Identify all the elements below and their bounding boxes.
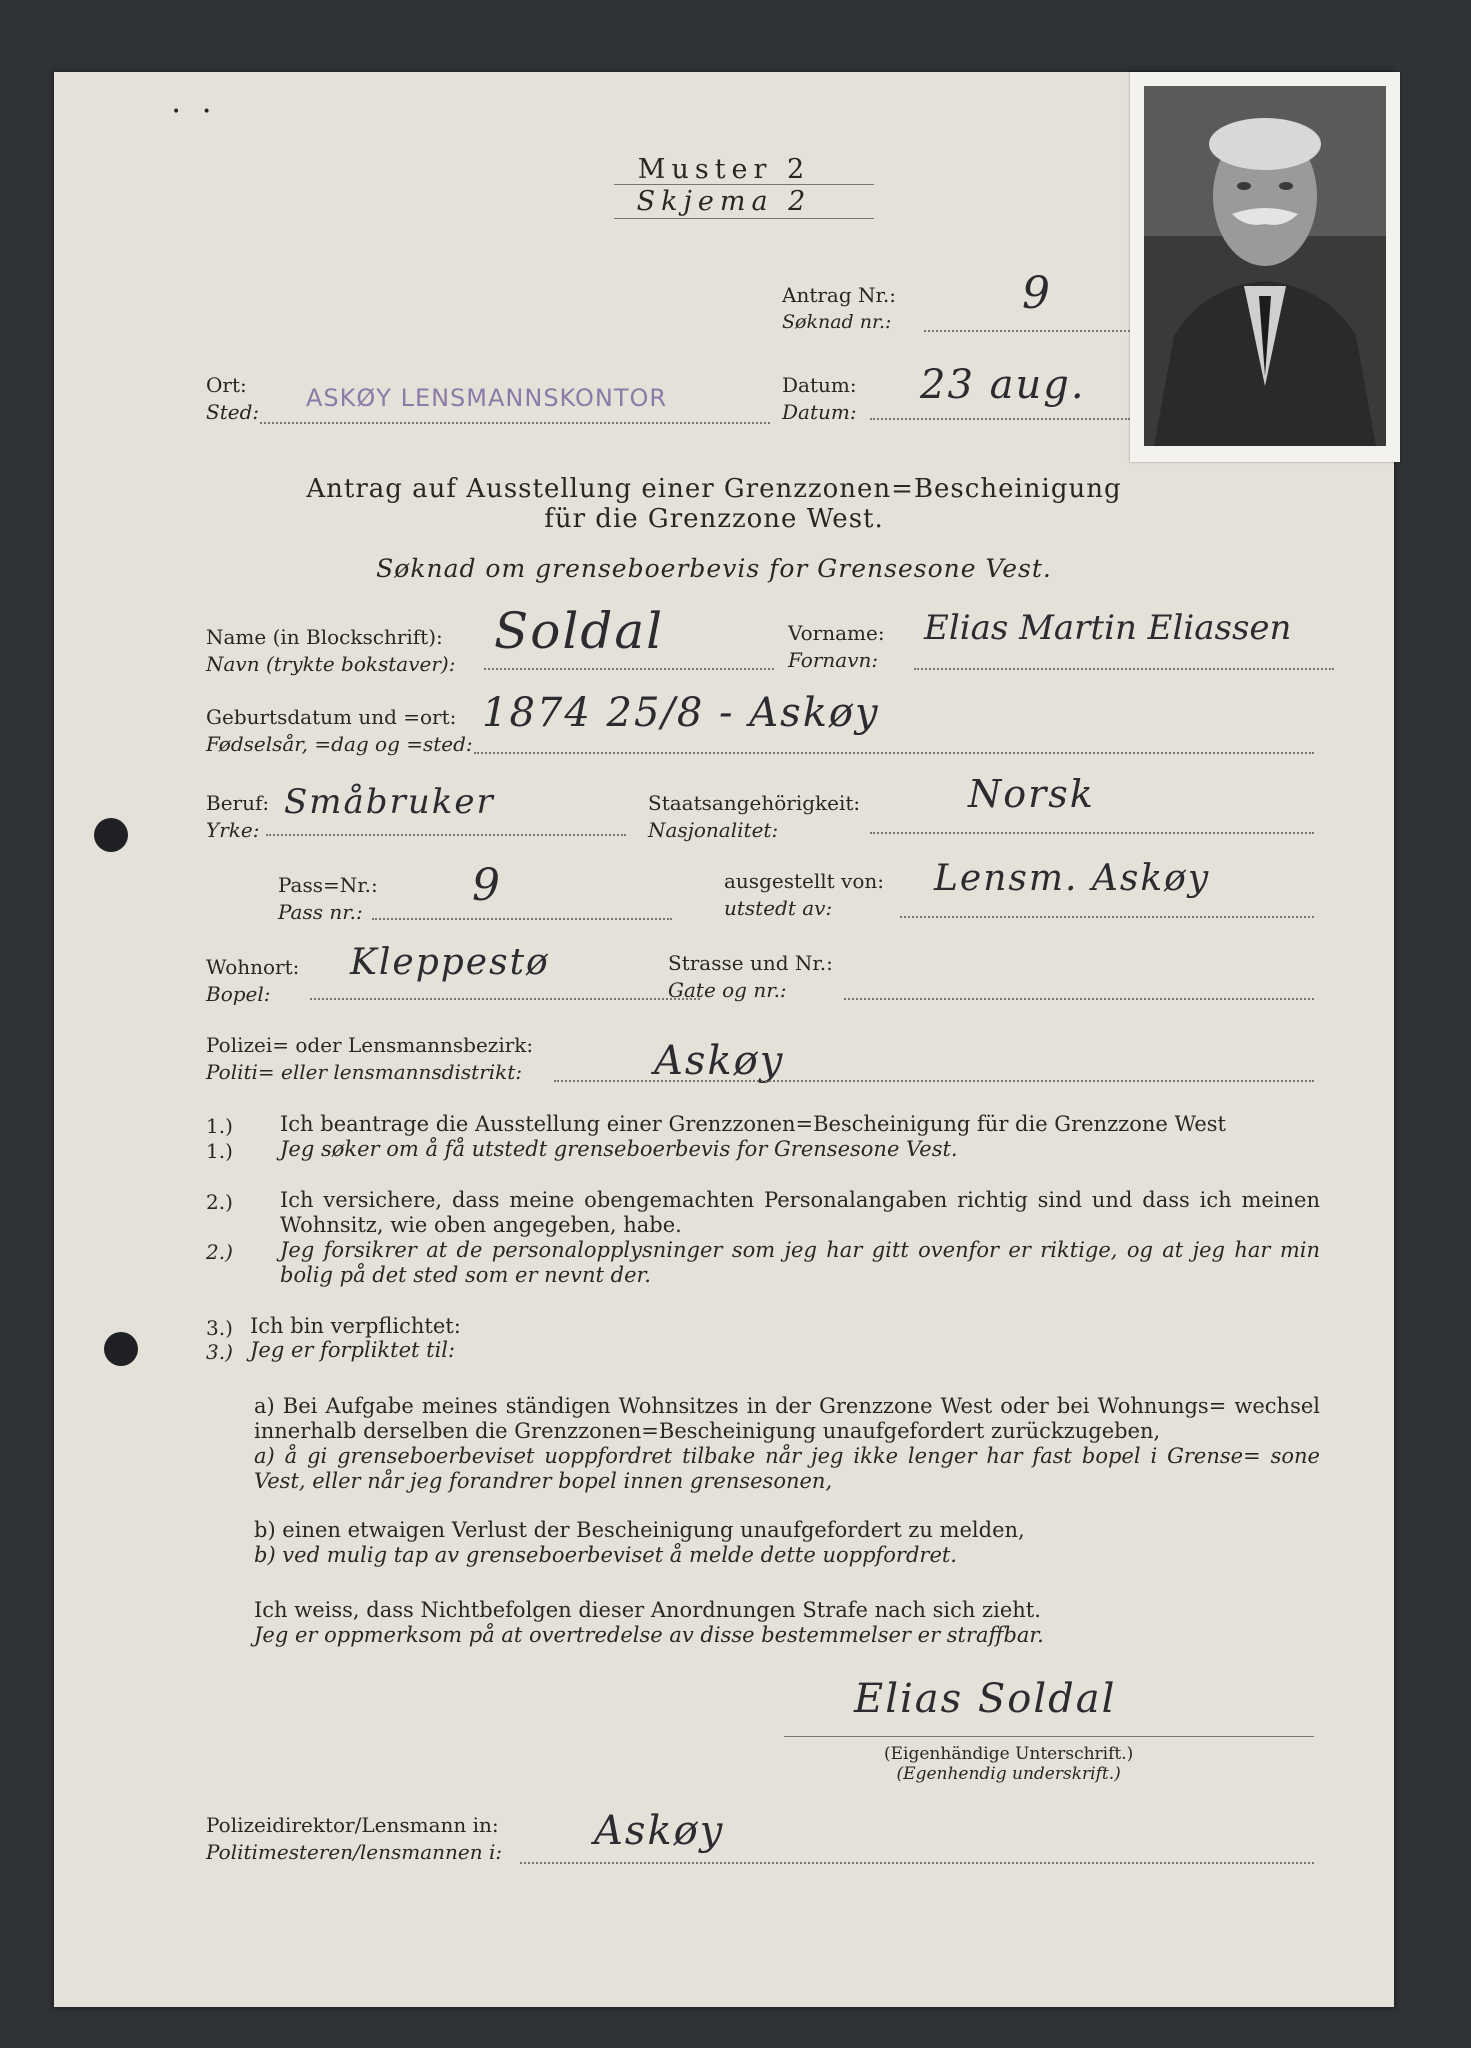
clause-3-de: Ich bin verpflichtet: bbox=[250, 1314, 461, 1338]
final-no: Jeg er oppmerksom på at overtredelse av disse bestemmelser er straffbar. bbox=[254, 1623, 1044, 1647]
vorname-value: Elias Martin Eliassen bbox=[924, 608, 1292, 648]
polizei-label: Polizei= oder Lensmannsbezirk: Politi= eller lensmannsdistrikt: bbox=[206, 1033, 534, 1084]
ausgestellt-value: Lensm. Askøy bbox=[934, 858, 1211, 899]
polizeidirektor-value: Askøy bbox=[594, 1808, 725, 1854]
ausgestellt-line bbox=[900, 916, 1314, 918]
polizeidirektor-label: Polizeidirektor/Lensmann in: Politimesteren/lensmannen i: bbox=[206, 1813, 503, 1864]
heading-line-2: für die Grenzzone West. bbox=[544, 504, 884, 534]
title-underline-1 bbox=[614, 184, 874, 185]
final-de: Ich weiss, dass Nichtbefolgen dieser Anordnungen Strafe nach sich zieht. bbox=[254, 1598, 1041, 1622]
pass-value: 9 bbox=[472, 860, 502, 911]
clause-a-de: a) Bei Aufgabe meines ständigen Wohnsitzes in der Grenzzone West oder bei Wohnungs= wechsel innerhalb derselben die Grenzzonen=Bescheinigung unaufgefordert zurückzugeben, bbox=[254, 1394, 1320, 1443]
clause-2-de: Ich versichere, dass meine obengemachten Personalangaben richtig sind und dass ich meinen Wohnsitz, wie oben angegeben, habe. bbox=[280, 1188, 1320, 1237]
clause-3-no: Jeg er forpliktet til: bbox=[250, 1338, 456, 1362]
clause-1-num-de: 1.) bbox=[206, 1114, 233, 1138]
ausgestellt-label: ausgestellt von: utstedt av: bbox=[724, 869, 884, 920]
staat-value: Norsk bbox=[968, 772, 1095, 816]
wohnort-line bbox=[310, 998, 700, 1000]
beruf-value: Småbruker bbox=[284, 782, 495, 822]
datum-label: Datum: Datum: bbox=[782, 373, 857, 424]
polizei-value: Askøy bbox=[654, 1038, 785, 1084]
clause-3-num-no: 3.) bbox=[206, 1340, 233, 1364]
title-underline-2 bbox=[614, 218, 874, 219]
signature-label: (Eigenhändige Unterschrift.) (Egenhendig underskrift.) bbox=[884, 1744, 1134, 1784]
antrag-value: 9 bbox=[1022, 268, 1052, 319]
clause-3-num-de: 3.) bbox=[206, 1316, 233, 1340]
clause-1-de: Ich beantrage die Ausstellung einer Grenzzonen=Bescheinigung für die Grenzzone West bbox=[280, 1112, 1226, 1136]
polizeidirektor-line bbox=[520, 1862, 1314, 1864]
clause-2-num-de: 2.) bbox=[206, 1190, 233, 1214]
pass-label: Pass=Nr.: Pass nr.: bbox=[278, 873, 378, 924]
clause-b-no: b) ved mulig tap av grenseboerbeviset å melde dette uoppfordret. bbox=[254, 1543, 957, 1567]
heading-line-3: Søknad om grenseboerbevis for Grensesone Vest. bbox=[376, 554, 1052, 583]
antrag-line bbox=[924, 330, 1130, 332]
signature-line bbox=[784, 1736, 1314, 1737]
muster-title: Muster 2 bbox=[637, 154, 811, 185]
clause-2-no: Jeg forsikrer at de personalopplysninger som jeg har gitt ovenfor er riktige, og at jeg har min bolig på det sted som er nevnt der. bbox=[280, 1238, 1320, 1287]
form-sheet bbox=[54, 72, 1394, 2007]
datum-line bbox=[870, 418, 1130, 420]
geburt-line bbox=[474, 752, 1314, 754]
name-value: Soldal bbox=[494, 602, 665, 660]
corner-marks: • • bbox=[172, 104, 211, 120]
strasse-line bbox=[844, 998, 1314, 1000]
skjema-title: Skjema 2 bbox=[636, 186, 812, 217]
ort-stamp: ASKØY LENSMANNSKONTOR bbox=[306, 384, 668, 412]
portrait-image bbox=[1144, 86, 1386, 446]
clause-1-num-no: 1.) bbox=[206, 1139, 233, 1163]
ort-label: Ort: Sted: bbox=[206, 373, 260, 424]
antrag-label: Antrag Nr.: Søknad nr.: bbox=[782, 283, 896, 333]
clause-1-no: Jeg søker om å få utstedt grenseboerbevis for Grensesone Vest. bbox=[280, 1137, 958, 1161]
wohnort-label: Wohnort: Bopel: bbox=[206, 955, 300, 1006]
staat-line bbox=[870, 832, 1314, 834]
clause-a-no: a) å gi grenseboerbeviset uoppfordret tilbake når jeg ikke lenger har fast bopel i Grense= sone Vest, eller når jeg forandrer bopel innen grensesonen, bbox=[254, 1444, 1320, 1493]
signature-value: Elias Soldal bbox=[854, 1676, 1117, 1722]
ort-line bbox=[260, 422, 770, 424]
applicant-photo bbox=[1130, 72, 1400, 462]
beruf-line bbox=[266, 834, 626, 836]
vorname-line bbox=[914, 668, 1334, 670]
vorname-label: Vorname: Fornavn: bbox=[788, 621, 885, 672]
staat-label: Staatsangehörigkeit: Nasjonalitet: bbox=[648, 791, 861, 842]
strasse-label: Strasse und Nr.: Gate og nr.: bbox=[668, 951, 833, 1002]
clause-b-de: b) einen etwaigen Verlust der Bescheinigung unaufgefordert zu melden, bbox=[254, 1518, 1025, 1542]
beruf-label: Beruf: Yrke: bbox=[206, 791, 270, 842]
geburt-value: 1874 25/8 - Askøy bbox=[482, 690, 880, 736]
pass-line bbox=[372, 918, 672, 920]
punch-hole-bottom bbox=[104, 1332, 138, 1366]
name-label: Name (in Blockschrift): Navn (trykte bokstaver): bbox=[206, 625, 456, 676]
datum-value: 23 aug. bbox=[920, 362, 1086, 408]
geburt-label: Geburtsdatum und =ort: Fødselsår, =dag og =sted: bbox=[206, 705, 473, 756]
polizei-line bbox=[554, 1080, 1314, 1082]
punch-hole-top bbox=[94, 818, 128, 852]
wohnort-value: Kleppestø bbox=[350, 942, 550, 983]
name-line bbox=[484, 668, 774, 670]
heading-line-1: Antrag auf Ausstellung einer Grenzzonen=Bescheinigung bbox=[306, 474, 1122, 504]
clause-2-num-no: 2.) bbox=[206, 1240, 233, 1264]
